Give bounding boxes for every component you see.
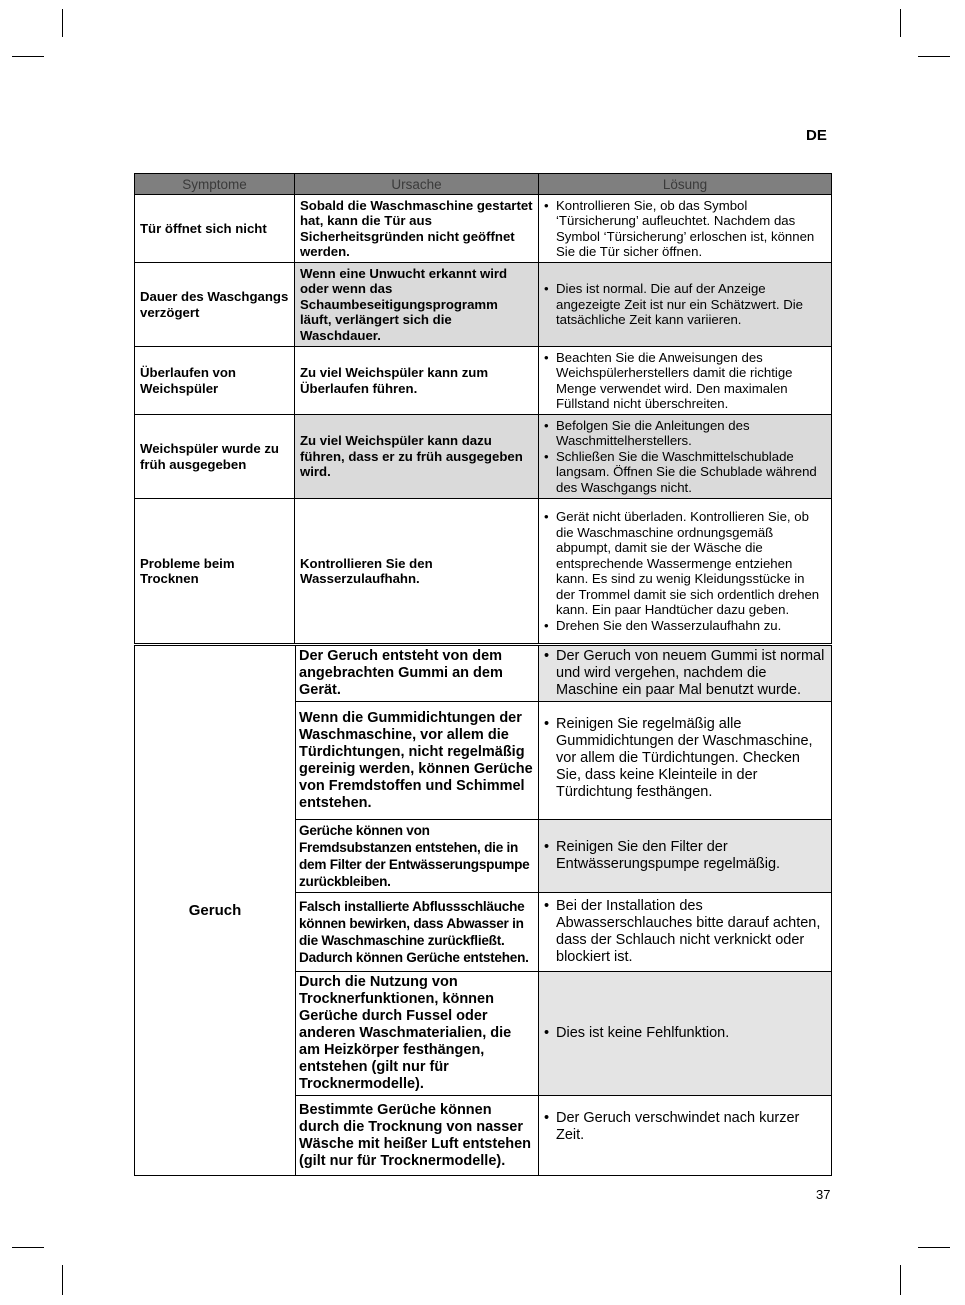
table-header-row: [135, 174, 832, 195]
cause-cell: Gerüche können von Fremdsubstanzen entstehen, die in dem Filter der Entwässerungspumpe zurückbleiben.: [296, 820, 539, 893]
crop-mark: [62, 9, 63, 37]
table-row: [135, 195, 832, 263]
solution-item: • Schließen Sie die Waschmittelschublade langsam. Öffnen Sie die Schublade während des Waschgangs nicht.: [544, 449, 826, 496]
language-label: DE: [806, 127, 827, 144]
symptom-cell: Probleme beim Trocknen: [135, 499, 295, 644]
cause-cell: Wenn eine Unwucht erkannt wird oder wenn das Schaumbeseitigungsprogramm läuft, verlängert sich die Waschdauer.: [295, 263, 539, 347]
crop-mark: [918, 56, 950, 57]
solution-cell: [539, 702, 832, 820]
solution-item: • Dies ist normal. Die auf der Anzeige angezeigte Zeit ist nur ein Schätzwert. Die tatsächliche Zeit kann variieren.: [544, 281, 826, 328]
solution-cell: [539, 195, 832, 263]
crop-mark: [62, 1265, 63, 1295]
symptom-cell: Überlaufen von Weichspüler: [135, 347, 295, 415]
solution-item: • Bei der Installation des Abwasserschlauches bitte darauf achten, dass der Schlauch nicht verknickt oder blockiert ist.: [544, 898, 826, 966]
solution-item: • Reinigen Sie den Filter der Entwässerungspumpe regelmäßig.: [544, 839, 826, 873]
header-cause: Ursache: [295, 174, 539, 195]
solution-cell: [539, 347, 832, 415]
crop-mark: [12, 56, 44, 57]
symptom-cell: Tür öffnet sich nicht: [135, 195, 295, 263]
solution-cell: [539, 893, 832, 972]
table-row: [135, 347, 832, 415]
table-row: [135, 415, 832, 499]
solution-item: • Dies ist keine Fehlfunktion.: [544, 1025, 826, 1042]
odor-table: [134, 645, 832, 1176]
symptom-cell-geruch: Geruch: [135, 646, 296, 1176]
header-solution: Lösung: [539, 174, 832, 195]
solution-item: • Befolgen Sie die Anleitungen des Waschmittelherstellers.: [544, 418, 826, 449]
solution-cell: [539, 1096, 832, 1176]
cause-cell: Zu viel Weichspüler kann zum Überlaufen führen.: [295, 347, 539, 415]
symptom-cell: Dauer des Waschgangs verzögert: [135, 263, 295, 347]
table-row: [135, 499, 832, 644]
cause-cell: Der Geruch entsteht von dem angebrachten Gummi an dem Gerät.: [296, 646, 539, 702]
header-symptoms: Symptome: [135, 174, 295, 195]
solution-item: • Gerät nicht überladen. Kontrollieren Sie, ob die Waschmaschine ordnungsgemäß abpumpt, damit sie der Wäsche die entsprechende Wassermenge entziehen kann. Es sind zu wenig Kleidungsstücke in der Trommel damit sie sich ordentlich drehen kann. Ein paar Handtücher dazu geben.: [544, 509, 826, 618]
cause-cell: Falsch installierte Abflussschläuche können bewirken, dass Abwasser in die Waschmaschine zurückfließt. Dadurch können Gerüche entstehen.: [296, 893, 539, 972]
solution-cell: [539, 820, 832, 893]
solution-cell: [539, 415, 832, 499]
table-row: [135, 263, 832, 347]
solution-cell: [539, 646, 832, 702]
cause-cell: Durch die Nutzung von Trocknerfunktionen, können Gerüche durch Fussel oder anderen Waschmaterialien, die am Heizkörper festhängen, entstehen (gilt nur für Trocknermodelle).: [296, 972, 539, 1096]
solution-item: • Der Geruch verschwindet nach kurzer Zeit.: [544, 1110, 826, 1144]
troubleshooting-table: [134, 173, 832, 644]
cause-cell: Sobald die Waschmaschine gestartet hat, kann die Tür aus Sicherheitsgründen nicht geöffnet werden.: [295, 195, 539, 263]
solution-item: • Drehen Sie den Wasserzulaufhahn zu.: [544, 618, 826, 634]
cause-cell: Bestimmte Gerüche können durch die Trocknung von nasser Wäsche mit heißer Luft entstehen (gilt nur für Trocknermodelle).: [296, 1096, 539, 1176]
cause-cell: Zu viel Weichspüler kann dazu führen, dass er zu früh ausgegeben wird.: [295, 415, 539, 499]
crop-mark: [900, 1265, 901, 1295]
cause-cell: Wenn die Gummidichtungen der Waschmaschine, vor allem die Türdichtungen, nicht regelmäßig gereinig werden, können Gerüche von Fremdstoffen und Schimmel entstehen.: [296, 702, 539, 820]
solution-item: • Beachten Sie die Anweisungen des Weichspülerherstellers damit die richtige Menge verwendet wird. Den maximalen Füllstand nicht überschreiten.: [544, 350, 826, 412]
solution-cell: [539, 263, 832, 347]
solution-cell: [539, 499, 832, 644]
page-number: 37: [816, 1187, 831, 1202]
table-row: [135, 646, 832, 702]
crop-mark: [900, 9, 901, 37]
solution-item: • Der Geruch von neuem Gummi ist normal und wird vergehen, nachdem die Maschine ein paar Mal benutzt wurde.: [544, 648, 826, 699]
solution-item: • Kontrollieren Sie, ob das Symbol ‘Türsicherung’ aufleuchtet. Nachdem das Symbol ‘Türsicherung’ erloschen ist, können Sie die Tür sicher öffnen.: [544, 198, 826, 260]
solution-cell: [539, 972, 832, 1096]
crop-mark: [918, 1247, 950, 1248]
cause-cell: Kontrollieren Sie den Wasserzulaufhahn.: [295, 499, 539, 644]
crop-mark: [12, 1247, 44, 1248]
solution-item: • Reinigen Sie regelmäßig alle Gummidichtungen der Waschmaschine, vor allem die Türdichtungen. Checken Sie, dass keine Kleinteile in der Türdichtung festhängen.: [544, 716, 826, 801]
symptom-cell: Weichspüler wurde zu früh ausgegeben: [135, 415, 295, 499]
